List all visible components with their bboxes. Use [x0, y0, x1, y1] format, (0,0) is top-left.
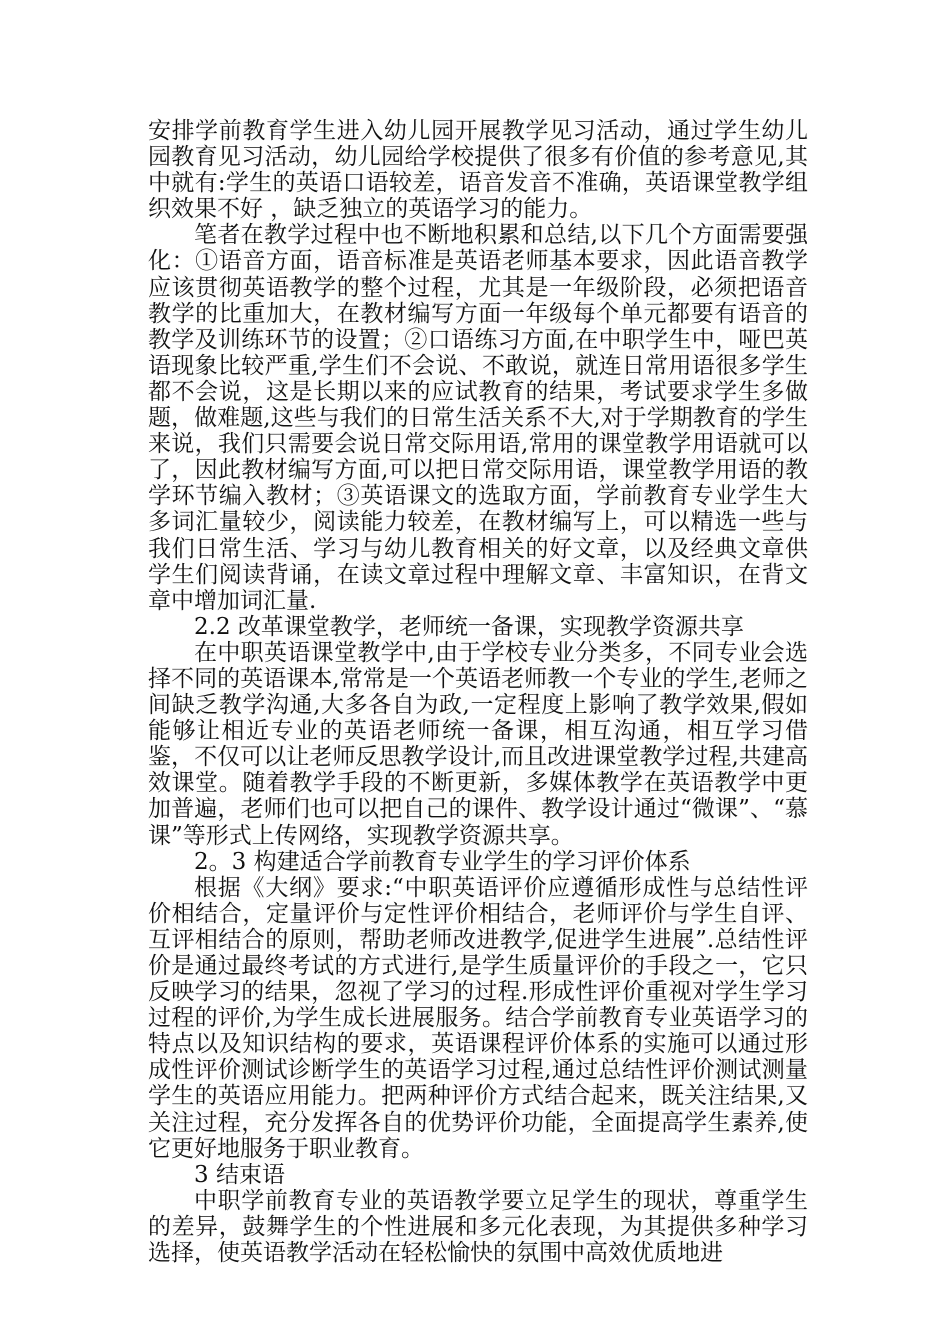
paragraph-conclusion: 中职学前教育专业的英语教学要立足学生的现状，尊重学生的差异，鼓舞学生的个性进展和多元化表现，为其提供多种学习选择，使英语教学活动在轻松愉快的氛围中高效优质地进 [148, 1187, 808, 1267]
section-heading-3: 3 结束语 [194, 1161, 285, 1188]
paragraph-continuation: 安排学前教育学生进入幼儿园开展教学见习活动，通过学生幼儿园教育见习活动，幼儿园给学校提供了很多有价值的参考意见,其中就有:学生的英语口语较差，语音发音不准确，英语课堂教学组织效果不好 ，缺乏独立的英语学习的能力。 [148, 118, 808, 223]
paragraph-classroom-reform: 在中职英语课堂教学中,由于学校专业分类多，不同专业会选择不同的英语课本,常常是一个英语老师教一个专业的学生,老师之间缺乏教学沟通,大多各自为政,一定程度上影响了教学效果,假如能够让相近专业的英语老师统一备课，相互沟通，相互学习借鉴，不仅可以让老师反思教学设计,而且改进课堂教学过程,共建高效课堂。随着教学手段的不断更新，多媒体教学在英语教学中更加普遍，老师们也可以把自己的课件、教学设计通过“微课”、“慕课”等形式上传网络，实现教学资源共享。 [148, 639, 808, 849]
section-heading-2-2: 2.2 改革课堂教学，老师统一备课，实现教学资源共享 [194, 613, 744, 640]
document-body [148, 118, 808, 1266]
paragraph-phonetics-oral-reading: 笔者在教学过程中也不断地积累和总结,以下几个方面需要强化：①语音方面，语音标准是英语老师基本要求，因此语音教学应该贯彻英语教学的整个过程，尤其是一年级阶段，必须把语音教学的比重加大，在教材编写方面一年级每个单元都要有语音的教学及训练环节的设置；②口语练习方面,在中职学生中，哑巴英语现象比较严重,学生们不会说、不敢说，就连日常用语很多学生都不会说，这是长期以来的应试教育的结果，考试要求学生多做题，做难题,这些与我们的日常生活关系不大,对于学期教育的学生来说，我们只需要会说日常交际用语,常用的课堂教学用语就可以了，因此教材编写方面,可以把日常交际用语，课堂教学用语的教学环节编入教材；③英语课文的选取方面，学前教育专业学生大多词汇量较少，阅读能力较差，在教材编写上，可以精选一些与我们日常生活、学习与幼儿教育相关的好文章，以及经典文章供学生们阅读背诵，在读文章过程中理解文章、丰富知识，在背文章中增加词汇量. [148, 222, 808, 614]
paragraph-evaluation-system: 根据《大纲》要求:“中职英语评价应遵循形成性与总结性评价相结合，定量评价与定性评价相结合，老师评价与学生自评、互评相结合的原则，帮助老师改进教学,促进学生进展”.总结性评价是通过最终考试的方式进行,是学生质量评价的手段之一，它只反映学习的结果，忽视了学习的过程.形成性评价重视对学生学习过程的评价,为学生成长进展服务。结合学前教育专业英语学习的特点以及知识结构的要求，英语课程评价体系的实施可以通过形成性评价测试诊断学生的英语学习过程,通过总结性评价测试测量学生的英语应用能力。把两种评价方式结合起来，既关注结果,又关注过程，充分发挥各自的优势评价功能，全面提高学生素养,使它更好地服务于职业教育。 [148, 874, 808, 1162]
section-heading-2-3: 2。3 构建适合学前教育专业学生的学习评价体系 [194, 848, 691, 875]
